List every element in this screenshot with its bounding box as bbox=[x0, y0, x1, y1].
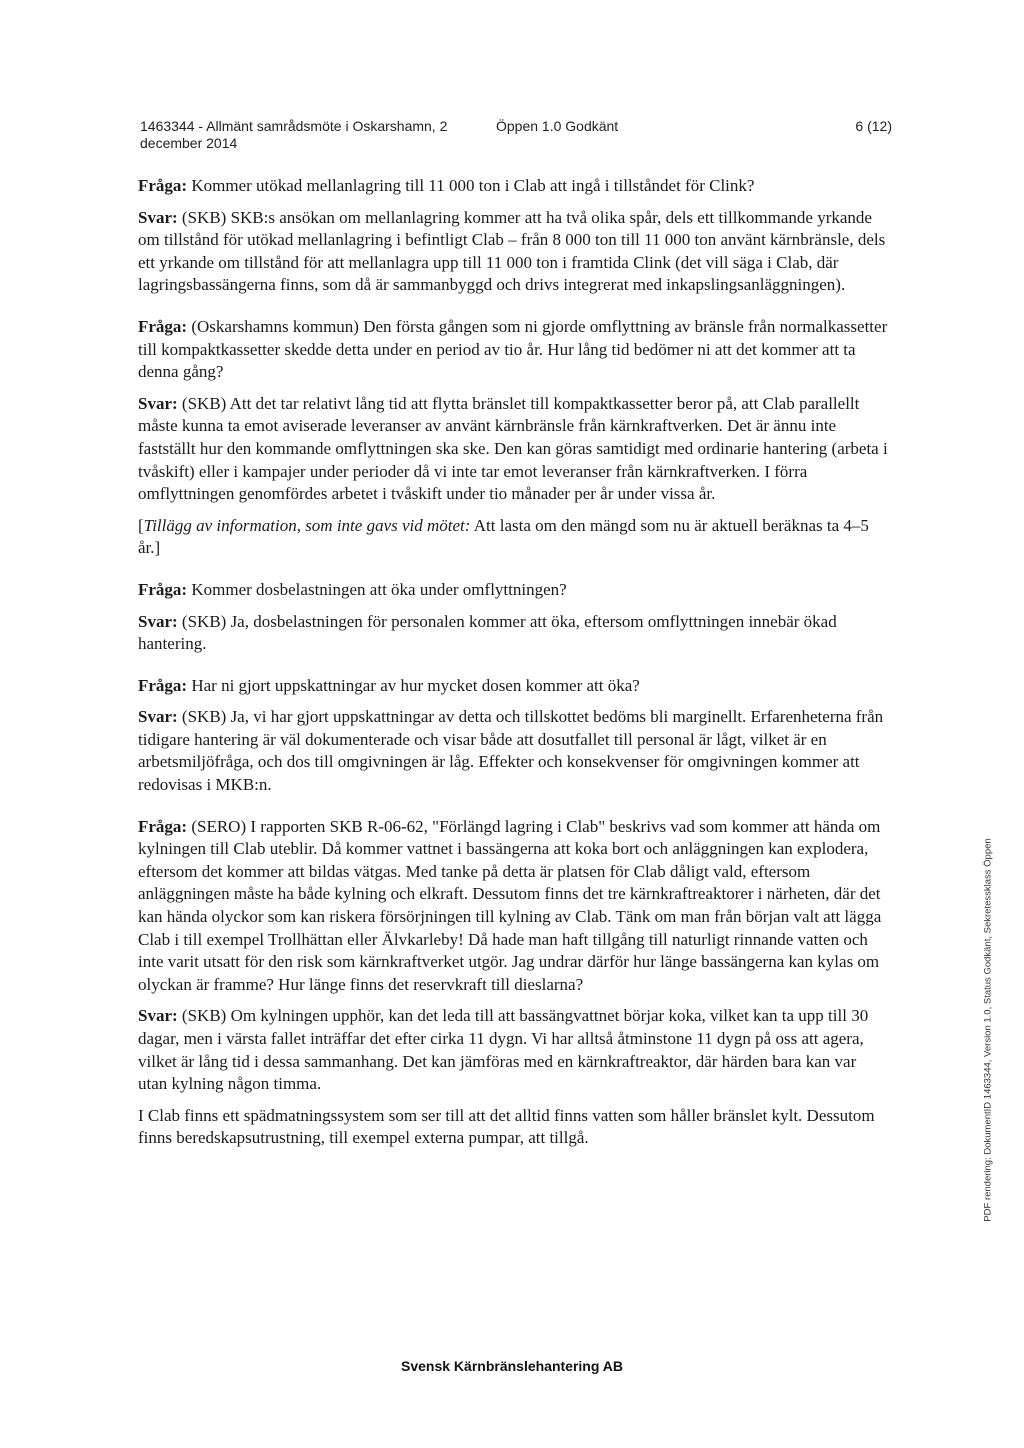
question bbox=[138, 816, 888, 997]
note-label: Tillägg av information, som inte gavs vid mötet: bbox=[143, 515, 471, 535]
question-text: (Oskarshamns kommun) Den första gången som ni gjorde omflyttning av bränsle från normalkassetter till kompaktkassetter skedde detta under en period av tio år. Hur lång tid bedömer ni att det kommer att ta denna gång? bbox=[138, 316, 888, 382]
answer-text: (SKB) Ja, dosbelastningen för personalen kommer att öka, eftersom omflyttningen innebär ökad hantering. bbox=[138, 611, 837, 654]
question-label: Fråga: bbox=[138, 675, 188, 695]
answer bbox=[138, 393, 888, 506]
answer-text: (SKB) Om kylningen upphör, kan det leda till att bassängvattnet börjar koka, vilket kan ta upp till 30 dagar, men i värsta fallet inträffar det efter cirka 11 dygn. Vi har alltså åtminstone 11 dygn på oss att agera, vilket är lång tid i dessa sammanhang. Det kan jämföras med en kärnkraftreaktor, där härden bara kan var utan kylning någon timma. bbox=[138, 1006, 869, 1094]
answer-text: (SKB) Ja, vi har gjort uppskattningar av detta och tillskottet bedöms bli marginellt. Erfarenheterna från tidigare hantering är väl dokumenterade och visar både att dosutfallet till personal är lågt, vilket är en arbetsmiljöfråga, och dos till omgivningen är låg. Effekter och konsekvenser för omgivningen kommer att redovisas i MKB:n. bbox=[138, 707, 884, 795]
document-body bbox=[138, 175, 888, 1150]
note-text: Att lasta om den mängd som nu är aktuell beräknas ta 4–5 år. bbox=[138, 515, 869, 558]
paragraph: I Clab finns ett spädmatningssystem som ser till att det alltid finns vatten som håller bränslet kylt. Dessutom finns beredskapsutrustning, till exempel externa pumpar, att tillgå. bbox=[138, 1105, 875, 1148]
answer-label: Svar: bbox=[138, 393, 178, 413]
question bbox=[138, 579, 888, 602]
answer bbox=[138, 611, 888, 656]
question-text: Har ni gjort uppskattningar av hur mycket dosen kommer att öka? bbox=[187, 675, 640, 695]
question-label: Fråga: bbox=[138, 316, 188, 336]
answer-text: (SKB) SKB:s ansökan om mellanlagring kommer att ha två olika spår, dels ett tillkommande yrkande om tillstånd för utökad mellanlagring i befintligt Clab – från 8 000 ton till 11 000 ton använt kärnbränsle, dels ett yrkande om tillstånd för att mellanlagra upp till 11 000 ton i framtida Clink (det vill säga i Clab, där lagringsbassängerna finns, som då är sammanbyggd och drivs integrerat med inkapslingsanläggningen). bbox=[138, 207, 886, 295]
question-label: Fråga: bbox=[138, 176, 188, 195]
question-label: Fråga: bbox=[138, 816, 188, 836]
answer bbox=[138, 207, 888, 297]
pdf-rendering-note: PDF rendering: DokumentID 1463344, Version 1.0, Status Godkänt, Sekretessklass Öppen bbox=[982, 838, 994, 1222]
answer-text: (SKB) Att det tar relativt lång tid att flytta bränslet till kompaktkassetter beror på, att Clab parallellt måste kunna ta emot aviserade leveranser av använt kärnbränsle från kärnkraftverken. Det är ännu inte fastställt hur den kommande omflyttningen ska ske. Den kan göras samtidigt med ordinarie hantering (arbeta i tvåskift) eller i kampajer under perioder då vi inte tar emot leveranser från kärnkraftverken. I förra omflyttningen genomfördes arbetet i tvåskift under tio månader per år under vissa år. bbox=[138, 393, 888, 504]
document-status: Öppen 1.0 Godkänt bbox=[496, 118, 619, 134]
footer-company: Svensk Kärnbränslehantering AB bbox=[401, 1358, 623, 1374]
question-text: Kommer utökad mellanlagring till 11 000 ton i Clab att ingå i tillståndet för Clink? bbox=[187, 176, 755, 195]
answer-label: Svar: bbox=[138, 1006, 178, 1026]
side-margin bbox=[978, 670, 998, 1390]
answer-label: Svar: bbox=[138, 611, 178, 631]
information-note: [Tillägg av information, som inte gavs vid mötet: Att lasta om den mängd som nu är aktuell beräknas ta 4–5 år.] bbox=[138, 515, 869, 558]
answer bbox=[138, 706, 888, 796]
answer bbox=[138, 1005, 888, 1095]
question bbox=[138, 175, 888, 198]
question bbox=[138, 316, 888, 384]
answer-label: Svar: bbox=[138, 207, 178, 227]
question-text: Kommer dosbelastningen att öka under omflyttningen? bbox=[187, 579, 567, 599]
question-label: Fråga: bbox=[138, 579, 188, 599]
answer-label: Svar: bbox=[138, 707, 178, 727]
page-number: 6 (12) bbox=[855, 118, 892, 134]
question bbox=[138, 675, 888, 698]
question-text: (SERO) I rapporten SKB R-06-62, "Förlängd lagring i Clab" beskrivs vad som kommer att hända om kylningen till Clab uteblir. Då kommer vattnet i bassängerna att koka bort och anläggningen kan explodera, eftersom det kommer att bildas vätgas. Med tanke på detta är platsen för Clab dåligt vald, eftersom anläggningen måste ha både kylning och elkraft. Dessutom finns det tre kärnkraftreaktorer i närheten, där det kan hända olyckor som kan riskera försörjningen till kylning av Clab. Tänk om man från början valt att lägga Clab i till exempel Trollhättan eller Älvkarleby! Då hade man haft tillgång till naturligt rinnande vatten och inte varit utsatt för den risk som kärnkraftverket utgör. Jag undrar därför hur länge bassängerna kan kylas om olyckan är framme? Hur länge finns det reservkraft till dieslarna? bbox=[138, 816, 882, 994]
document-title: 1463344 - Allmänt samrådsmöte i Oskarshamn, 2 december 2014 bbox=[140, 118, 448, 151]
